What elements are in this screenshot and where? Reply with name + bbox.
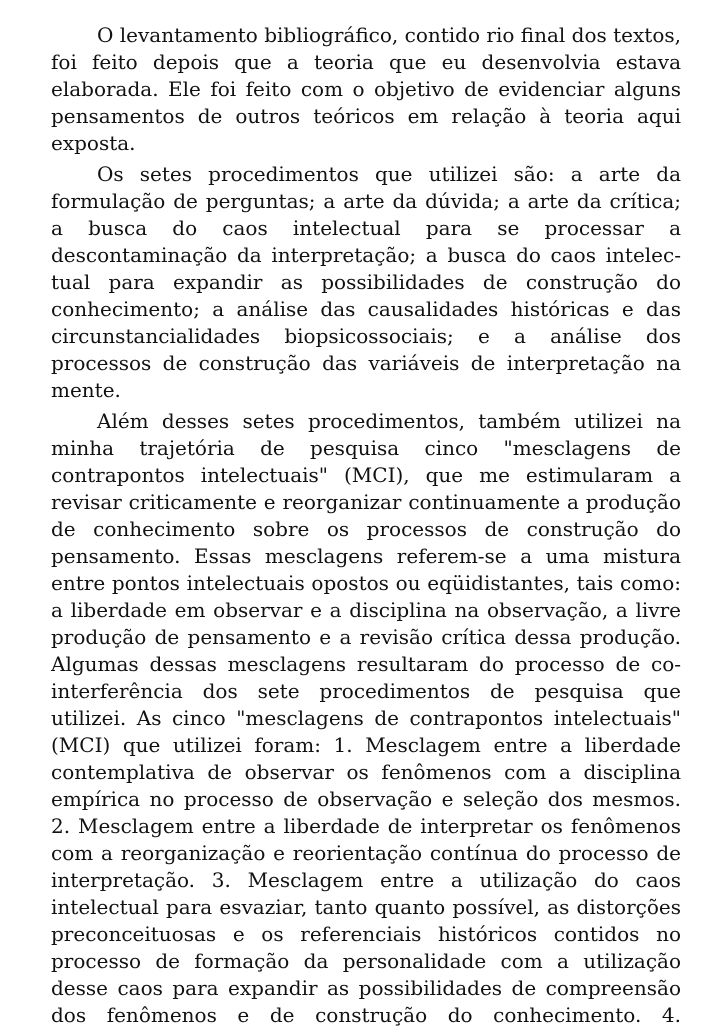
document-page: [51, 22, 681, 1033]
paragraph-intellectual-counterpoints: Além desses setes procedimentos, também utilizei na minha trajetória de pesquisa cinco "mesclagens de contrapontos intelectuais" (MCI), que me estimularam a revisar criticamente e reorganizar continuamente a produção de conhecimento sobre os processos de construção do pensamento. Essas mesclagens referem-se a uma mistura entre pontos intelectuais opostos ou eqüidistantes, tais como: a liberdade em observar e a disciplina na observação, a livre produção de pensamento e a revisão crítica dessa produção. Algumas dessas mesclagens resultaram do processo de co-interferência dos sete procedimentos de pesquisa que utilizei. As cinco "mesclagens de contrapontos intelectuais" (MCI) que utilizei foram: 1. Mesclagem entre a liberdade contemplativa de observar os fenômenos com a disciplina empírica no processo de observação e seleção dos mesmos. 2. Mesclagem entre a liberdade de interpretar os fenômenos com a reorganização e reorientação contínua do processo de interpretação. 3. Mesclagem entre a utilização do caos intelectual para esvaziar, tanto quanto possível, as distorções preconceituosas e os referenciais históricos contidos no processo de formação da personalidade com a utilização desse caos para expandir as possibilidades de compreensão dos fenômenos e de construção do conhecimento. 4.: [51, 409, 681, 1027]
paragraph-bibliographic-survey: O levantamento bibliográfico, contido rio final dos textos, foi feito depois que a teoria que eu desenvolvia estava elaborada. Ele foi feito com o objetivo de evidenciar alguns pensamentos de outros teóricos em relação à teoria aqui exposta.: [51, 23, 681, 155]
paragraph-seven-procedures: Os setes procedimentos que utilizei são: a arte da formulação de perguntas; a arte da dúvida; a arte da crítica; a busca do caos intelectual para se processar a descontaminação da interpretação; a busca do caos intelectual para expandir as possibilidades de construção do conhecimento; a análise das causalidades históricas e das circunstancialidades biopsicossociais; e a análise dos processos de construção das variáveis de interpretação na mente.: [51, 162, 681, 402]
